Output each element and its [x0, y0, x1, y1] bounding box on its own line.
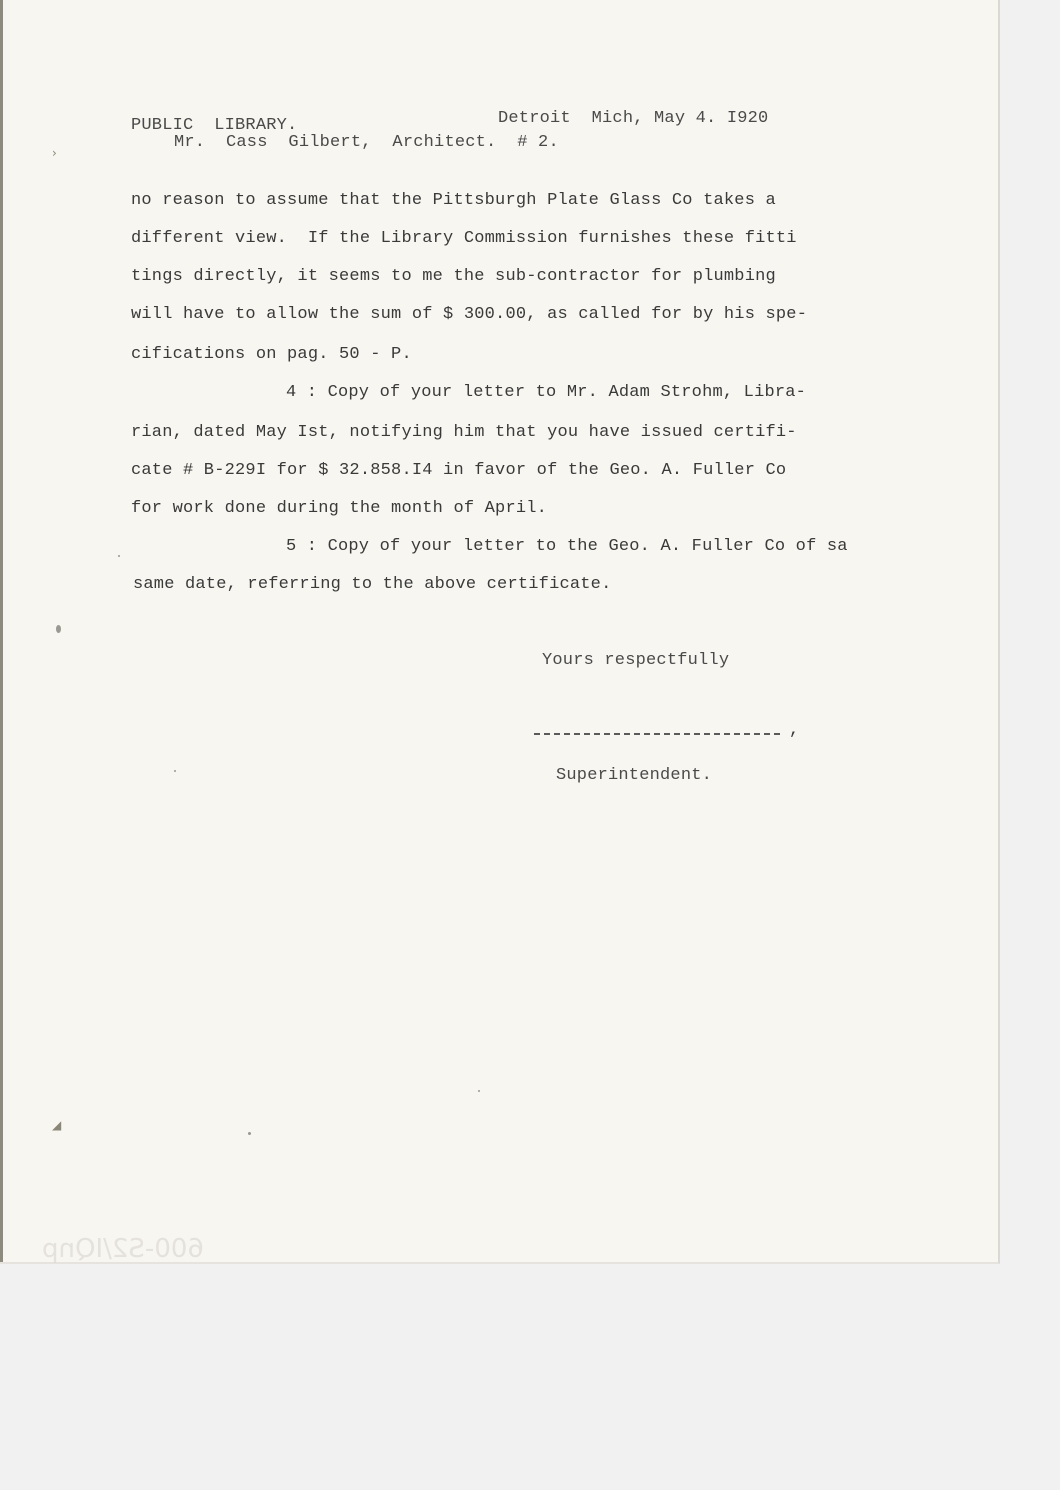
margin-speck: [56, 625, 61, 633]
body-line-11: same date, referring to the above certificate.: [133, 575, 612, 594]
body-line-7: rian, dated May Ist, notifying him that you have issued certifi-: [131, 423, 797, 442]
closing-salutation: Yours respectfully: [542, 651, 730, 670]
header-addressee: Mr. Cass Gilbert, Architect. # 2.: [174, 133, 559, 152]
sheet-edge: [0, 0, 3, 1262]
body-line-9: for work done during the month of April.: [131, 499, 548, 518]
body-line-8: cate # B-229I for $ 32.858.I4 in favor of the Geo. A. Fuller Co: [131, 461, 787, 480]
speck: [248, 1132, 251, 1135]
header-place-date: Detroit Mich, May 4. I920: [498, 109, 769, 128]
closing-title: Superintendent.: [556, 766, 713, 785]
signature-line: [534, 733, 780, 735]
body-line-10: 5 : Copy of your letter to the Geo. A. Fuller Co of sa: [286, 537, 848, 556]
speck: [118, 555, 120, 557]
margin-mark: ◢: [52, 1118, 62, 1132]
bleed-through-stamp: 600-S2/IQnp: [42, 1234, 204, 1264]
speck: [174, 770, 176, 772]
body-line-1: no reason to assume that the Pittsburgh Plate Glass Co takes a: [131, 191, 776, 210]
body-line-2: different view. If the Library Commission furnishes these fitti: [131, 229, 797, 248]
body-line-6: 4 : Copy of your letter to Mr. Adam Strohm, Libra-: [286, 383, 807, 402]
body-line-4: will have to allow the sum of $ 300.00, as called for by his spe-: [131, 305, 808, 324]
speck: [478, 1090, 480, 1092]
body-line-5: cifications on pag. 50 - P.: [131, 345, 412, 364]
signature-comma: ,: [789, 721, 800, 740]
body-line-3: tings directly, it seems to me the sub-contractor for plumbing: [131, 267, 776, 286]
margin-mark: ›: [52, 146, 57, 160]
header-organization: PUBLIC LIBRARY.: [131, 116, 298, 135]
